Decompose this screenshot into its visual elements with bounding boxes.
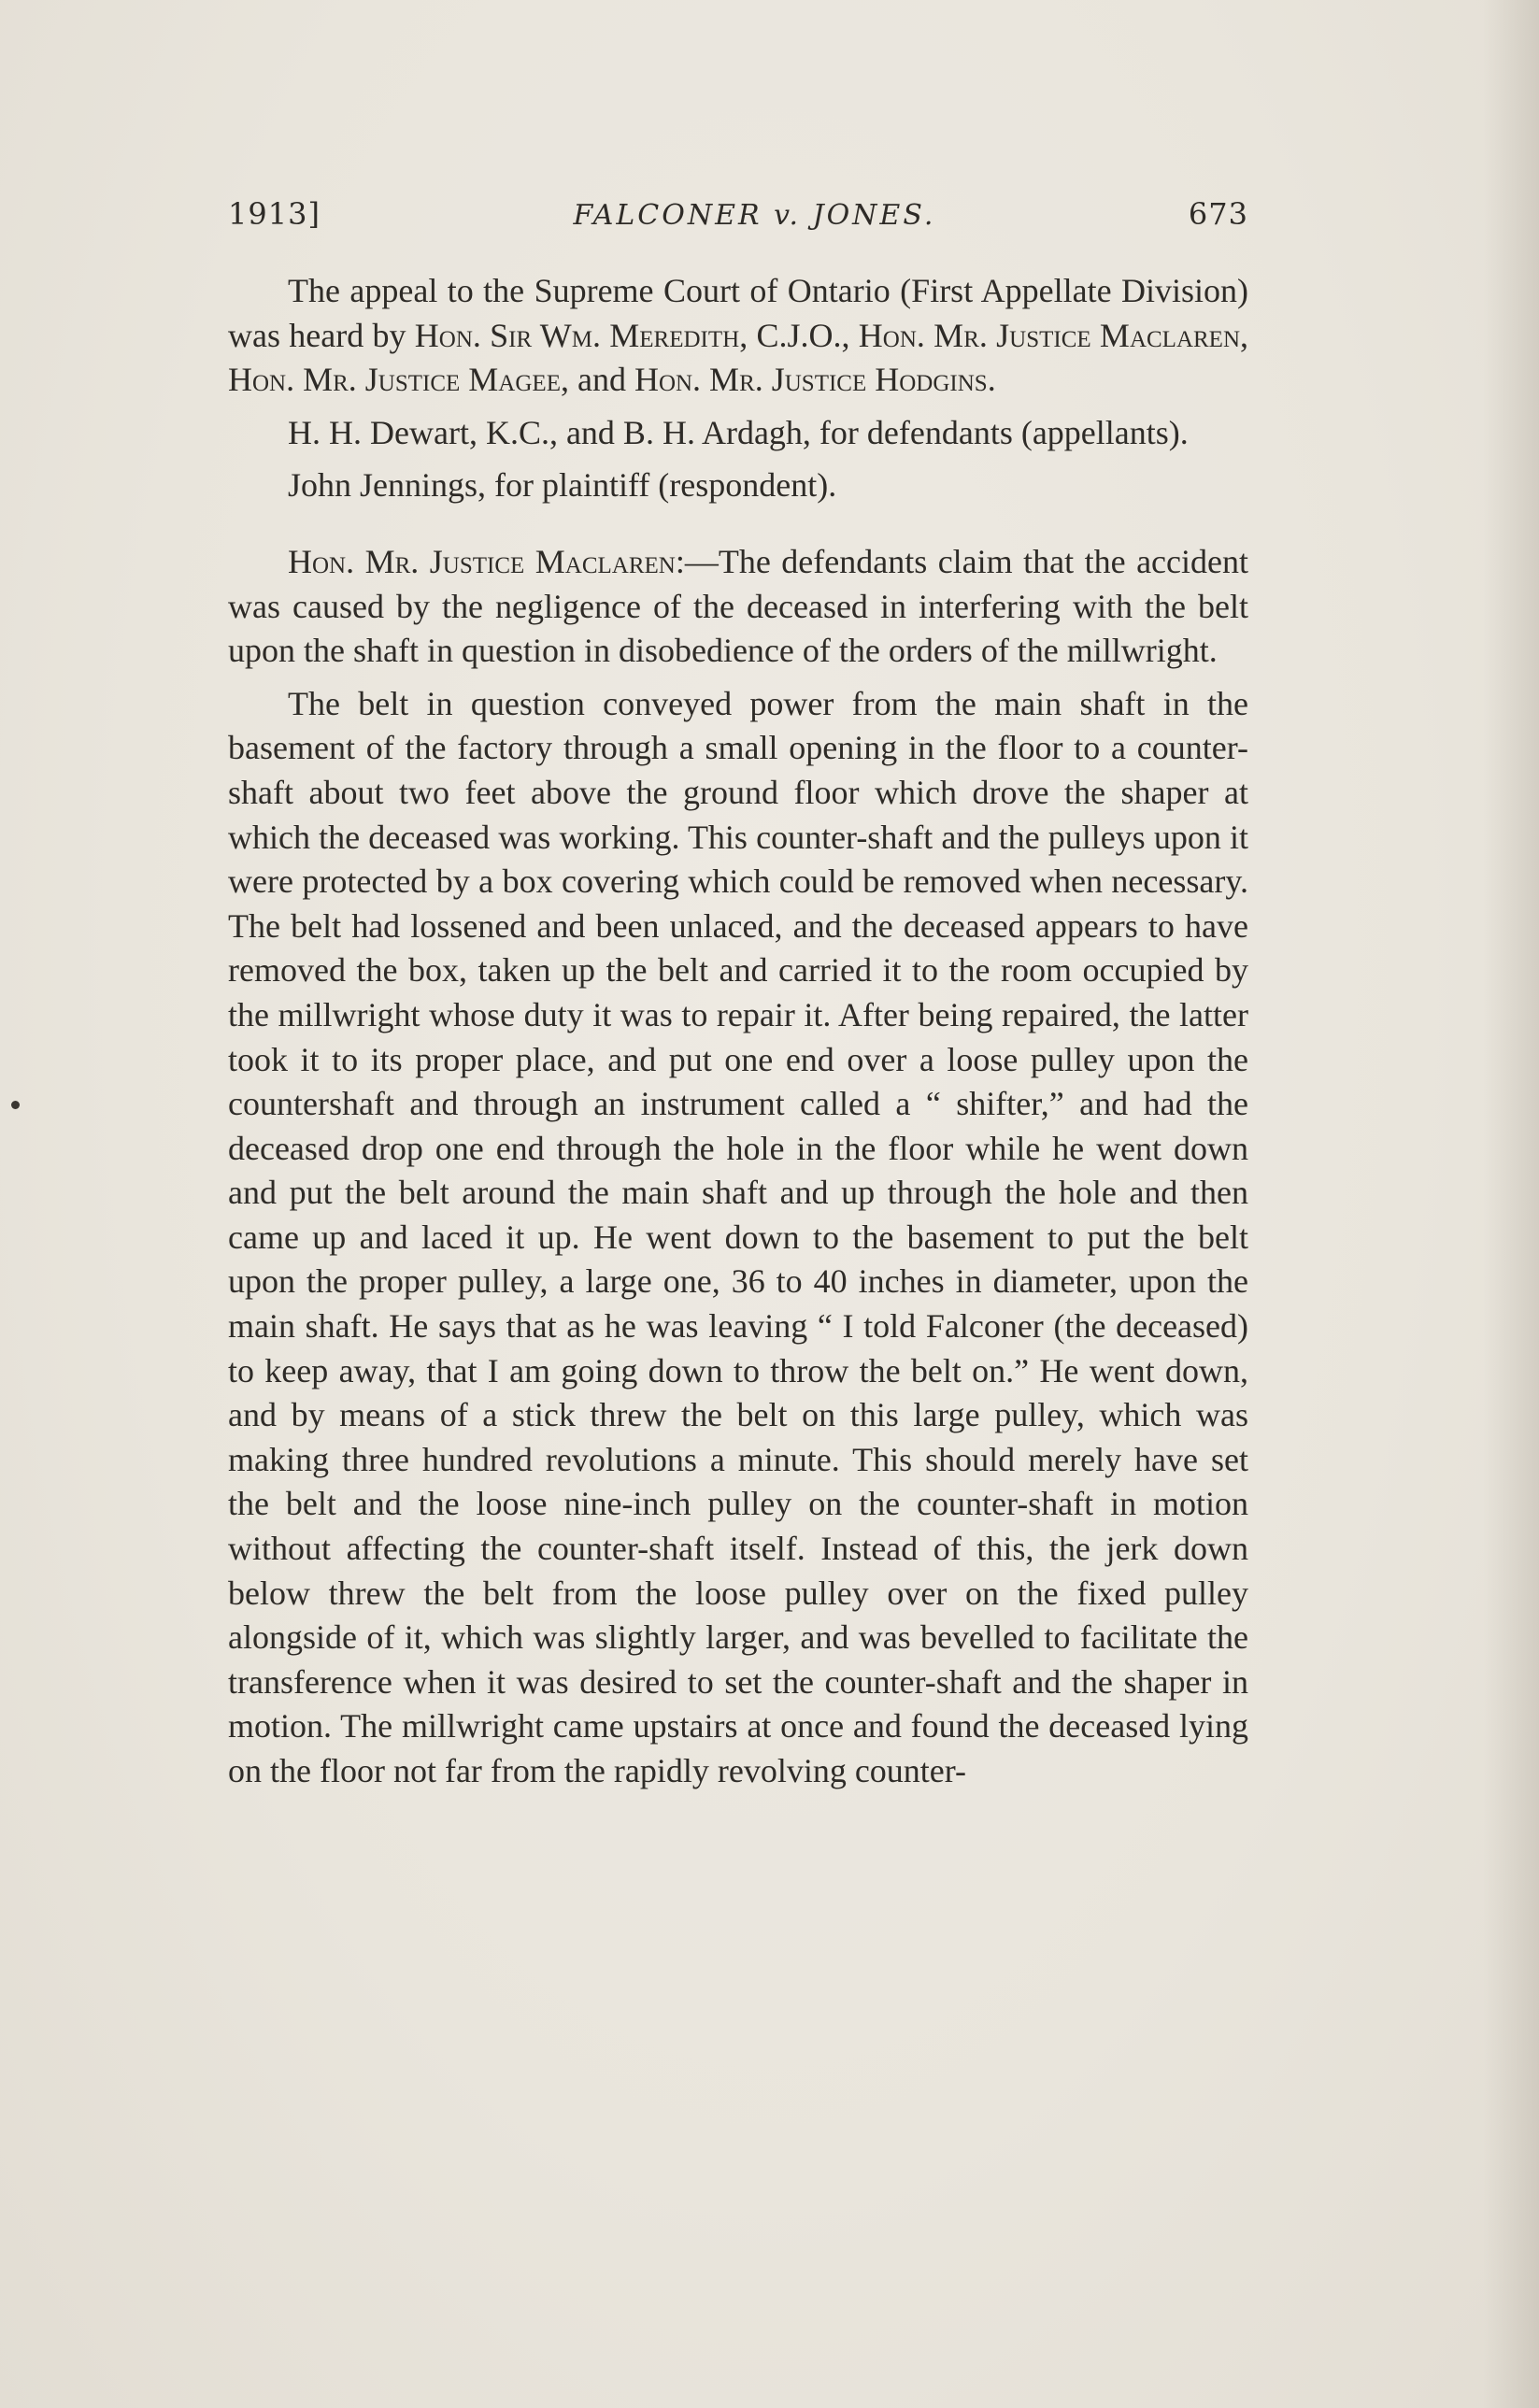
- paragraph-counsel-defendants: H. H. Dewart, K.C., and B. H. Ardagh, for defendants (appellants).: [288, 413, 1189, 451]
- page-number: 673: [1188, 196, 1248, 232]
- binding-shadow: [1483, 0, 1539, 2408]
- running-head-year: 1913]: [228, 196, 321, 232]
- stray-ink-mark: [11, 1101, 20, 1109]
- judgment-speaker: Hon. Mr. Justice Maclaren: [288, 542, 676, 580]
- text-block: [228, 196, 1248, 1802]
- appeal-sep-2: , and: [560, 361, 634, 399]
- judge-hodgins: Hon. Mr. Justice Hodgins: [634, 361, 988, 399]
- judgment-opening-text: :—The defendants claim that the accident was caused by the negligence of the deceased in interfering with the belt upon the shaft in question in disobedience of the orders of the millwright.: [228, 542, 1248, 670]
- body-text: [228, 269, 1248, 1794]
- appeal-sep-1: ,: [739, 316, 757, 354]
- appeal-lead: The appeal to the Supreme Court of Ontario (First Appellate Division) was heard by: [228, 272, 1248, 354]
- paragraph-belt-facts: The belt in question conveyed power from the main shaft in the basement of the factory through a small opening in the floor to a counter-shaft about two feet above the ground floor which drove the shaper at which the deceased was working. This counter-shaft and the pulleys upon it were protected by a box covering which could be removed when necessary. The belt had lossened and been unlaced, and the deceased appears to have removed the box, taken up the belt and carried it to the room occupied by the millwright whose duty it was to repair it. After being repaired, the latter took it to its proper place, and put one end over a loose pulley upon the countershaft and through an instrument called a “ shifter,” and had the deceased drop one end through the hole in the floor while he went down and put the belt around the main shaft and up through the hole and then came up and laced it up. He went down to the basement to put the belt upon the proper pulley, a large one, 36 to 40 inches in diameter, upon the main shaft. He says that as he was leaving “ I told Falconer (the deceased) to keep away, that I am going down to throw the belt on.” He went down, and by means of a stick threw the belt on this large pulley, which was making three hundred revolutions a minute. This should merely have set the belt and the loose nine-inch pulley on the counter-shaft in motion without affecting the counter-shaft itself. Instead of this, the jerk down below threw the belt from the loose pulley over on the fixed pulley alongside of it, which was slightly larger, and was bevelled to facilitate the transference when it was desired to set the counter-shaft and the shaper in motion. The millwright came upstairs at once and found the deceased lying on the floor not far from the rapidly revolving counter-: [228, 684, 1248, 1789]
- judges-maclaren-magee: C.J.O., Hon. Mr. Justice Maclaren, Hon. Mr. Justice Magee: [228, 316, 1248, 399]
- running-head-case-title: FALCONER v. JONES.: [573, 199, 936, 232]
- appeal-tail: .: [987, 361, 996, 399]
- judge-meredith: Hon. Sir Wm. Meredith: [414, 316, 740, 354]
- paragraph-judgment-opening: [228, 540, 1248, 674]
- running-head: [228, 196, 1248, 249]
- paragraph-appeal-bench: [228, 269, 1248, 403]
- paragraph-counsel-plaintiff: John Jennings, for plaintiff (respondent).: [288, 466, 837, 505]
